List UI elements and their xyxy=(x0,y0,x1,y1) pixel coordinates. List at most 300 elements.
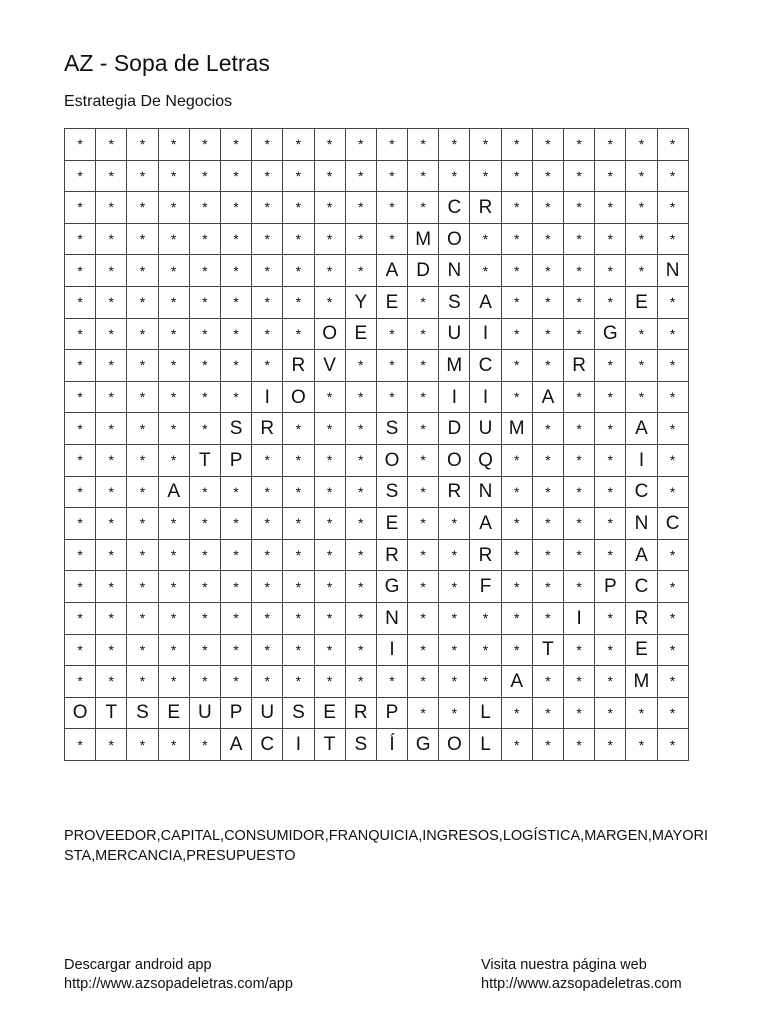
grid-cell: * xyxy=(532,255,563,287)
grid-cell: * xyxy=(595,192,626,224)
grid-cell: * xyxy=(314,129,345,161)
grid-cell: N xyxy=(657,255,688,287)
grid-cell: * xyxy=(158,129,189,161)
grid-cell: * xyxy=(501,508,532,540)
grid-cell: C xyxy=(470,350,501,382)
grid-cell: * xyxy=(439,602,470,634)
grid-cell: S xyxy=(127,697,158,729)
grid-cell: * xyxy=(96,413,127,445)
grid-cell: * xyxy=(408,539,439,571)
grid-cell: * xyxy=(158,444,189,476)
grid-cell: * xyxy=(657,666,688,698)
grid-cell: * xyxy=(127,413,158,445)
grid-cell: * xyxy=(96,129,127,161)
grid-cell: * xyxy=(439,508,470,540)
grid-cell: O xyxy=(376,444,407,476)
grid-cell: * xyxy=(189,602,220,634)
grid-cell: * xyxy=(564,444,595,476)
grid-cell: * xyxy=(220,539,251,571)
grid-cell: * xyxy=(189,255,220,287)
grid-cell: * xyxy=(314,192,345,224)
grid-cell: * xyxy=(564,634,595,666)
grid-cell: * xyxy=(657,697,688,729)
grid-cell: * xyxy=(127,160,158,192)
grid-cell: Í xyxy=(376,729,407,761)
grid-cell: * xyxy=(595,350,626,382)
grid-cell: * xyxy=(345,223,376,255)
grid-cell: * xyxy=(501,539,532,571)
grid-cell: * xyxy=(65,192,96,224)
grid-cell: * xyxy=(345,508,376,540)
footer-android-label: Descargar android app xyxy=(64,957,212,973)
grid-cell: * xyxy=(501,192,532,224)
grid-row xyxy=(65,223,689,255)
grid-cell: * xyxy=(532,350,563,382)
grid-cell: * xyxy=(127,476,158,508)
word-search-grid xyxy=(64,128,689,761)
grid-cell: * xyxy=(501,129,532,161)
grid-row xyxy=(65,476,689,508)
grid-cell: * xyxy=(439,697,470,729)
grid-cell: * xyxy=(501,350,532,382)
grid-cell: * xyxy=(345,666,376,698)
grid-cell: * xyxy=(283,255,314,287)
grid-cell: * xyxy=(127,666,158,698)
grid-cell: * xyxy=(65,508,96,540)
grid-cell: * xyxy=(189,350,220,382)
grid-cell: * xyxy=(127,571,158,603)
grid-cell: * xyxy=(532,160,563,192)
grid-cell: * xyxy=(189,666,220,698)
grid-cell: E xyxy=(158,697,189,729)
grid-cell: N xyxy=(439,255,470,287)
grid-cell: * xyxy=(252,476,283,508)
grid-cell: * xyxy=(127,286,158,318)
grid-cell: * xyxy=(595,129,626,161)
grid-cell: * xyxy=(345,381,376,413)
grid-cell: * xyxy=(252,666,283,698)
grid-cell: R xyxy=(564,350,595,382)
grid-cell: * xyxy=(408,160,439,192)
grid-cell: G xyxy=(376,571,407,603)
grid-cell: * xyxy=(501,729,532,761)
grid-row xyxy=(65,602,689,634)
grid-cell: * xyxy=(220,286,251,318)
grid-cell: * xyxy=(345,571,376,603)
grid-cell: O xyxy=(65,697,96,729)
grid-cell: * xyxy=(65,381,96,413)
grid-cell: * xyxy=(65,286,96,318)
grid-cell: * xyxy=(158,350,189,382)
grid-cell: * xyxy=(345,539,376,571)
grid-cell: * xyxy=(532,697,563,729)
grid-cell: S xyxy=(376,476,407,508)
grid-cell: * xyxy=(220,129,251,161)
page-title: AZ - Sopa de Letras xyxy=(64,50,270,76)
grid-cell: * xyxy=(314,602,345,634)
grid-cell: * xyxy=(439,666,470,698)
grid-cell: * xyxy=(96,729,127,761)
grid-cell: R xyxy=(345,697,376,729)
grid-cell: * xyxy=(345,476,376,508)
grid-cell: * xyxy=(127,444,158,476)
grid-cell: * xyxy=(283,571,314,603)
grid-cell: * xyxy=(564,160,595,192)
grid-cell: * xyxy=(189,223,220,255)
grid-cell: M xyxy=(408,223,439,255)
grid-cell: * xyxy=(376,223,407,255)
grid-cell: A xyxy=(220,729,251,761)
grid-cell: * xyxy=(595,413,626,445)
word-list: PROVEEDOR,CAPITAL,CONSUMIDOR,FRANQUICIA,INGRESOS,LOGÍSTICA,MARGEN,MAYORISTA,MERCANCIA,PRESUPUESTO xyxy=(64,828,708,864)
grid-cell: * xyxy=(626,350,657,382)
grid-cell: A xyxy=(626,539,657,571)
grid-cell: * xyxy=(376,666,407,698)
grid-cell: * xyxy=(220,192,251,224)
grid-cell: G xyxy=(595,318,626,350)
grid-cell: * xyxy=(626,223,657,255)
grid-cell: * xyxy=(252,571,283,603)
grid-cell: * xyxy=(439,539,470,571)
grid-cell: * xyxy=(657,571,688,603)
grid-cell: * xyxy=(564,129,595,161)
grid-cell: * xyxy=(127,634,158,666)
grid-cell: * xyxy=(595,729,626,761)
grid-cell: * xyxy=(158,634,189,666)
grid-cell: I xyxy=(626,444,657,476)
grid-cell: D xyxy=(408,255,439,287)
grid-cell: * xyxy=(345,255,376,287)
grid-cell: * xyxy=(65,476,96,508)
grid-cell: * xyxy=(532,192,563,224)
grid-cell: R xyxy=(470,192,501,224)
grid-cell: * xyxy=(501,571,532,603)
grid-cell: S xyxy=(345,729,376,761)
grid-cell: * xyxy=(345,413,376,445)
grid-cell: * xyxy=(158,413,189,445)
grid-row xyxy=(65,192,689,224)
grid-cell: * xyxy=(501,697,532,729)
grid-cell: * xyxy=(501,286,532,318)
grid-cell: * xyxy=(595,666,626,698)
grid-cell: * xyxy=(252,539,283,571)
grid-cell: * xyxy=(626,192,657,224)
grid-cell: * xyxy=(376,350,407,382)
grid-cell: * xyxy=(314,223,345,255)
grid-cell: * xyxy=(220,381,251,413)
grid-cell: * xyxy=(252,444,283,476)
grid-cell: A xyxy=(376,255,407,287)
grid-cell: * xyxy=(220,666,251,698)
grid-cell: T xyxy=(96,697,127,729)
grid-cell: * xyxy=(501,318,532,350)
grid-cell: A xyxy=(501,666,532,698)
grid-cell: I xyxy=(283,729,314,761)
grid-cell: * xyxy=(96,539,127,571)
grid-cell: * xyxy=(408,381,439,413)
grid-cell: * xyxy=(376,192,407,224)
grid-cell: I xyxy=(470,381,501,413)
grid-cell: R xyxy=(439,476,470,508)
grid-cell: * xyxy=(376,160,407,192)
grid-row xyxy=(65,444,689,476)
grid-cell: * xyxy=(439,634,470,666)
grid-cell: * xyxy=(252,192,283,224)
grid-cell: * xyxy=(532,129,563,161)
grid-cell: * xyxy=(408,697,439,729)
grid-cell: * xyxy=(220,350,251,382)
grid-cell: * xyxy=(595,476,626,508)
grid-cell: * xyxy=(252,255,283,287)
grid-cell: V xyxy=(314,350,345,382)
grid-cell: * xyxy=(595,223,626,255)
grid-cell: * xyxy=(252,602,283,634)
grid-cell: * xyxy=(501,444,532,476)
grid-cell: * xyxy=(127,729,158,761)
grid-cell: D xyxy=(439,413,470,445)
grid-cell: * xyxy=(283,602,314,634)
grid-cell: * xyxy=(220,223,251,255)
grid-cell: * xyxy=(283,476,314,508)
grid-cell: * xyxy=(65,729,96,761)
footer-website-link[interactable]: http://www.azsopadeletras.com xyxy=(481,976,682,992)
grid-cell: * xyxy=(626,129,657,161)
grid-cell: * xyxy=(657,223,688,255)
grid-cell: * xyxy=(439,160,470,192)
grid-cell: E xyxy=(376,286,407,318)
grid-cell: * xyxy=(96,444,127,476)
grid-cell: * xyxy=(501,255,532,287)
grid-cell: * xyxy=(158,381,189,413)
grid-cell: * xyxy=(595,634,626,666)
grid-cell: L xyxy=(470,697,501,729)
grid-cell: * xyxy=(127,602,158,634)
grid-cell: P xyxy=(376,697,407,729)
grid-row xyxy=(65,381,689,413)
grid-cell: * xyxy=(345,602,376,634)
grid-cell: * xyxy=(657,444,688,476)
grid-cell: * xyxy=(158,539,189,571)
grid-cell: * xyxy=(564,192,595,224)
grid-cell: * xyxy=(657,539,688,571)
grid-cell: * xyxy=(189,539,220,571)
grid-cell: * xyxy=(532,318,563,350)
grid-cell: * xyxy=(470,666,501,698)
grid-cell: N xyxy=(470,476,501,508)
grid-cell: * xyxy=(408,350,439,382)
grid-cell: * xyxy=(220,571,251,603)
grid-cell: * xyxy=(252,350,283,382)
grid-cell: O xyxy=(439,444,470,476)
grid-cell: * xyxy=(158,602,189,634)
grid-cell: E xyxy=(626,634,657,666)
grid-cell: * xyxy=(283,444,314,476)
grid-cell: R xyxy=(376,539,407,571)
grid-cell: * xyxy=(408,413,439,445)
grid-cell: * xyxy=(657,476,688,508)
grid-cell: * xyxy=(189,381,220,413)
grid-cell: * xyxy=(657,192,688,224)
grid-cell: * xyxy=(470,602,501,634)
grid-cell: * xyxy=(657,350,688,382)
grid-cell: N xyxy=(376,602,407,634)
grid-cell: * xyxy=(376,129,407,161)
grid-cell: * xyxy=(189,129,220,161)
grid-cell: T xyxy=(314,729,345,761)
grid-cell: S xyxy=(376,413,407,445)
grid-cell: * xyxy=(345,129,376,161)
grid-cell: I xyxy=(564,602,595,634)
grid-cell: * xyxy=(158,192,189,224)
grid-cell: * xyxy=(564,381,595,413)
grid-cell: * xyxy=(252,223,283,255)
grid-cell: * xyxy=(65,318,96,350)
grid-cell: C xyxy=(252,729,283,761)
grid-cell: * xyxy=(127,255,158,287)
grid-cell: * xyxy=(408,286,439,318)
grid-row xyxy=(65,508,689,540)
grid-row xyxy=(65,160,689,192)
grid-cell: * xyxy=(314,476,345,508)
grid-cell: M xyxy=(501,413,532,445)
footer-website xyxy=(481,956,682,994)
grid-cell: * xyxy=(532,508,563,540)
grid-cell: * xyxy=(408,571,439,603)
grid-cell: I xyxy=(376,634,407,666)
grid-cell: * xyxy=(314,634,345,666)
grid-cell: C xyxy=(657,508,688,540)
grid-row xyxy=(65,413,689,445)
grid-cell: * xyxy=(501,160,532,192)
grid-cell: * xyxy=(189,729,220,761)
grid-cell: * xyxy=(189,476,220,508)
grid-cell: * xyxy=(314,286,345,318)
grid-cell: * xyxy=(65,129,96,161)
grid-cell: P xyxy=(595,571,626,603)
grid-cell: O xyxy=(439,223,470,255)
grid-cell: * xyxy=(595,539,626,571)
grid-cell: * xyxy=(501,602,532,634)
grid-cell: * xyxy=(158,571,189,603)
grid-cell: * xyxy=(158,223,189,255)
grid-cell: * xyxy=(96,508,127,540)
grid-cell: * xyxy=(65,539,96,571)
grid-cell: * xyxy=(626,729,657,761)
grid-cell: * xyxy=(501,223,532,255)
grid-cell: A xyxy=(470,508,501,540)
grid-cell: * xyxy=(96,160,127,192)
grid-cell: * xyxy=(595,444,626,476)
grid-cell: * xyxy=(626,255,657,287)
grid-cell: * xyxy=(65,634,96,666)
grid-row xyxy=(65,539,689,571)
grid-cell: * xyxy=(314,413,345,445)
grid-cell: * xyxy=(439,571,470,603)
grid-cell: * xyxy=(65,350,96,382)
grid-cell: * xyxy=(408,476,439,508)
grid-cell: * xyxy=(283,192,314,224)
grid-row xyxy=(65,729,689,761)
grid-cell: * xyxy=(96,634,127,666)
grid-cell: * xyxy=(283,413,314,445)
grid-cell: * xyxy=(96,255,127,287)
grid-cell: * xyxy=(345,160,376,192)
grid-cell: * xyxy=(283,129,314,161)
grid-cell: F xyxy=(470,571,501,603)
grid-cell: * xyxy=(595,160,626,192)
grid-cell: * xyxy=(96,350,127,382)
grid-cell: T xyxy=(532,634,563,666)
grid-cell: E xyxy=(345,318,376,350)
footer-android-link[interactable]: http://www.azsopadeletras.com/app xyxy=(64,976,293,992)
grid-cell: * xyxy=(345,444,376,476)
grid-cell: * xyxy=(65,160,96,192)
grid-cell: M xyxy=(439,350,470,382)
grid-cell: * xyxy=(158,286,189,318)
grid-cell: * xyxy=(595,286,626,318)
grid-cell: * xyxy=(127,508,158,540)
grid-cell: * xyxy=(158,318,189,350)
grid-cell: * xyxy=(470,634,501,666)
grid-cell: * xyxy=(220,476,251,508)
grid-cell: * xyxy=(189,508,220,540)
grid-cell: * xyxy=(252,160,283,192)
grid-cell: * xyxy=(564,571,595,603)
grid-cell: * xyxy=(189,634,220,666)
grid-cell: * xyxy=(65,444,96,476)
grid-cell: * xyxy=(532,223,563,255)
grid-cell: * xyxy=(127,318,158,350)
grid-cell: * xyxy=(470,129,501,161)
grid-cell: A xyxy=(158,476,189,508)
grid-cell: * xyxy=(657,634,688,666)
grid-row xyxy=(65,255,689,287)
grid-cell: * xyxy=(626,318,657,350)
grid-cell: U xyxy=(439,318,470,350)
grid-cell: * xyxy=(408,602,439,634)
grid-cell: L xyxy=(470,729,501,761)
grid-cell: * xyxy=(158,508,189,540)
grid-cell: * xyxy=(314,381,345,413)
grid-cell: * xyxy=(189,318,220,350)
grid-cell: * xyxy=(65,413,96,445)
grid-cell: * xyxy=(158,160,189,192)
grid-row xyxy=(65,286,689,318)
grid-cell: * xyxy=(501,381,532,413)
grid-cell: * xyxy=(532,444,563,476)
grid-cell: * xyxy=(127,223,158,255)
grid-cell: * xyxy=(532,666,563,698)
grid-cell: U xyxy=(189,697,220,729)
grid-cell: * xyxy=(626,381,657,413)
grid-cell: * xyxy=(127,129,158,161)
grid-cell: * xyxy=(189,286,220,318)
grid-cell: * xyxy=(283,539,314,571)
grid-cell: * xyxy=(657,286,688,318)
grid-cell: * xyxy=(657,160,688,192)
grid-cell: * xyxy=(532,571,563,603)
grid-cell: G xyxy=(408,729,439,761)
grid-cell: * xyxy=(314,571,345,603)
grid-cell: * xyxy=(127,192,158,224)
grid-cell: * xyxy=(532,476,563,508)
grid-cell: * xyxy=(96,602,127,634)
grid-cell: * xyxy=(657,602,688,634)
grid-cell: * xyxy=(470,160,501,192)
grid-cell: * xyxy=(564,729,595,761)
grid-cell: * xyxy=(564,286,595,318)
grid-cell: * xyxy=(564,697,595,729)
